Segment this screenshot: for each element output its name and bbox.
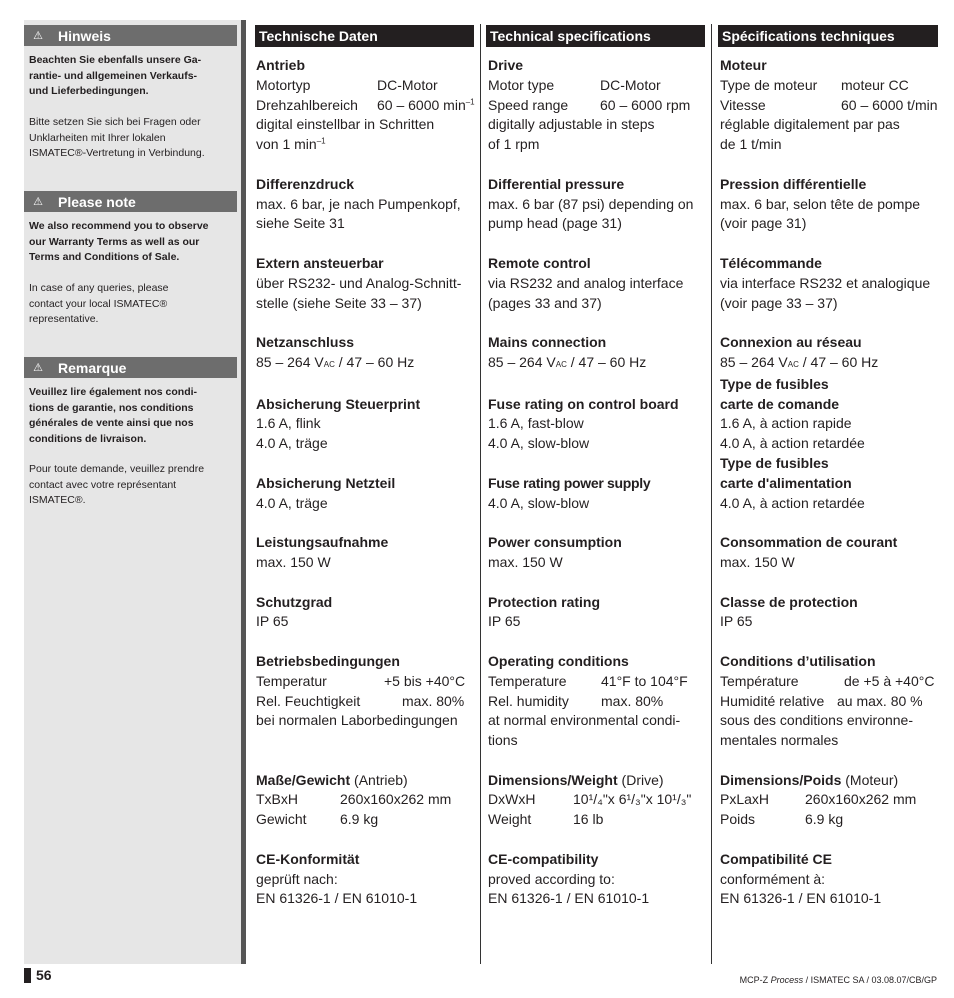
spec-mains: Connexion au réseau 85 – 264 VAC / 47 – 60 Hz: [720, 334, 879, 370]
page-marker: [24, 968, 31, 983]
spec-operating: Betriebsbedingungen Temperatur +5 bis +40°C Rel. Feuchtigkeit max. 80% bei normalen Laborbedingungen: [256, 652, 466, 729]
spec-protection: Schutzgrad IP 65: [256, 593, 333, 630]
spec-drive: Drive Motor type DC-Motor Speed range 60 – 6000 rpm digitally adjustable in steps of 1 rpm: [488, 57, 691, 153]
note-heading-hinweis: ⚠ Hinweis: [24, 25, 237, 46]
column-divider: [480, 24, 481, 964]
spec-dimensions: Dimensions/Weight (Drive) DxWxH 10¹/₄"x 6¹/₃"x 10¹/₃" Weight 16 lb: [488, 771, 692, 828]
warning-triangle-icon: ⚠: [33, 362, 43, 374]
note-bold-text: Veuillez lire également nos condi- tions de garantie, nos conditions générales de vente ainsi que nos conditions de livraison.: [29, 386, 198, 445]
note-text: Pour toute demande, veuillez prendre contact avec votre représentant ISMATEC®.: [29, 463, 205, 506]
spec-power: Consommation de courant max. 150 W: [720, 534, 898, 570]
spec-fuse-power: Fuse rating power supply 4.0 A, slow-blow: [488, 474, 651, 511]
column-header-french: Spécifications techniques: [718, 25, 938, 47]
spec-pressure: Pression différentielle max. 6 bar, selon tête de pompe (voir page 31): [720, 175, 921, 232]
spec-remote: Remote control via RS232 and analog interface (pages 33 and 37): [488, 254, 684, 311]
spec-fuse-control: Type de fusibles carte de comande 1.6 A, à action rapide 4.0 A, à action retardée: [720, 375, 865, 452]
warning-triangle-icon: ⚠: [33, 196, 43, 208]
note-heading-please-note: ⚠ Please note: [24, 191, 237, 212]
sidebar-divider: [241, 20, 246, 964]
column-divider: [711, 24, 712, 964]
spec-dimensions: Maße/Gewicht (Antrieb) TxBxH 260x160x262 mm Gewicht 6.9 kg: [256, 771, 452, 828]
spec-fuse-power: Type de fusibles carte d'alimentation 4.0 A, à action retardée: [720, 454, 865, 511]
spec-drive: Antrieb Motortyp DC-Motor Drehzahlbereich 60 – 6000 $\min^{-1}$ digital einstellbar in Schritten von 1 $\min^{-1}$: [256, 57, 475, 153]
spec-column-english: [488, 56, 708, 909]
spec-ce: CE-compatibility proved according to: EN 61326-1 / EN 61010-1: [488, 850, 650, 907]
page-number: 56: [24, 967, 52, 983]
column-header-english: Technical specifications: [486, 25, 705, 47]
spec-column-german: [256, 56, 478, 909]
spec-fuse-control: Fuse rating on control board 1.6 A, fast-blow 4.0 A, slow-blow: [488, 395, 679, 452]
spec-drive: Moteur Type de moteur moteur CC Vitesse 60 – 6000 t/min réglable digitalement par pas de 1 t/min: [720, 57, 938, 153]
spec-mains: Mains connection 85 – 264 VAC / 47 – 60 Hz: [488, 334, 647, 370]
note-heading-remarque: ⚠ Remarque: [24, 357, 237, 378]
spec-mains: Netzanschluss 85 – 264 VAC / 47 – 60 Hz: [256, 334, 415, 370]
note-bold-text: Beachten Sie ebenfalls unsere Ga- rantie- und allgemeinen Verkaufs- und Lieferbedingungen.: [29, 54, 202, 97]
spec-operating: Operating conditions Temperature 41°F to 104°F Rel. humidity max. 80% at normal environmental condi- tions: [488, 652, 688, 749]
spec-ce: Compatibilité CE conformément à: EN 61326-1 / EN 61010-1: [720, 850, 882, 907]
spec-pressure: Differenzdruck max. 6 bar, je nach Pumpenkopf, siehe Seite 31: [256, 175, 461, 232]
spec-power: Power consumption max. 150 W: [488, 534, 622, 570]
note-bold-text: We also recommend you to observe our Warranty Terms as well as our Terms and Conditions of Sale.: [29, 220, 209, 263]
footer-document-reference: MCP-Z Process / ISMATEC SA / 03.08.07/CB/GP: [739, 975, 937, 985]
spec-fuse-control: Absicherung Steuerprint 1.6 A, flink 4.0 A, träge: [256, 395, 421, 452]
note-text: Bitte setzen Sie sich bei Fragen oder Unklarheiten mit Ihrer lokalen ISMATEC®-Vertretung in Verbindung.: [29, 116, 205, 159]
warning-triangle-icon: ⚠: [33, 30, 43, 42]
spec-remote: Extern ansteuerbar über RS232- und Analog-Schnitt- stelle (siehe Seite 33 – 37): [256, 254, 462, 311]
column-header-german: Technische Daten: [255, 25, 474, 47]
spec-fuse-power: Absicherung Netzteil 4.0 A, träge: [256, 474, 396, 511]
spec-remote: Télécommande via interface RS232 et analogique (voir page 33 – 37): [720, 254, 931, 311]
spec-column-french: [720, 56, 942, 909]
spec-dimensions: Dimensions/Poids (Moteur) PxLaxH 260x160x262 mm Poids 6.9 kg: [720, 771, 917, 828]
spec-power: Leistungsaufnahme max. 150 W: [256, 534, 389, 570]
note-text: In case of any queries, please contact your local ISMATEC® representative.: [29, 282, 169, 325]
spec-operating: Conditions d’utilisation Température de +5 à +40°C Humidité relative au max. 80 % sous des conditions environne- mentales normales: [720, 652, 935, 749]
spec-ce: CE-Konformität geprüft nach: EN 61326-1 / EN 61010-1: [256, 850, 418, 907]
spec-protection: Protection rating IP 65: [488, 593, 601, 630]
spec-pressure: Differential pressure max. 6 bar (87 psi) depending on pump head (page 31): [488, 175, 694, 232]
spec-protection: Classe de protection IP 65: [720, 593, 858, 630]
